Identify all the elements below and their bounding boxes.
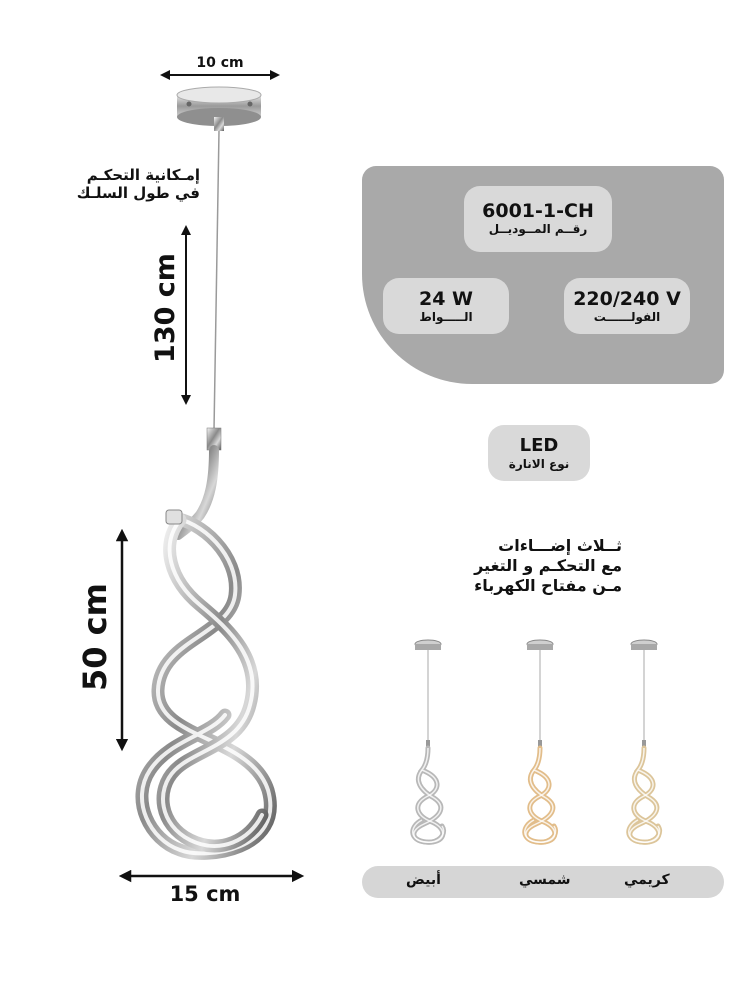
lighting-note-line-3: مـن مفتاح الكهرباء <box>474 576 622 595</box>
light-type-value: LED <box>519 435 559 456</box>
variant-labels-bar <box>362 866 724 898</box>
body-height-label: 50 cm <box>76 583 114 691</box>
volt-pill <box>564 278 690 334</box>
model-value: 6001-1-CH <box>482 200 594 222</box>
variant-label-warm: شمسي <box>519 872 571 888</box>
spiral-lamp-body <box>142 510 270 853</box>
variant-lamps <box>360 630 750 860</box>
watt-pill <box>383 278 509 334</box>
light-type-label: نوع الانارة <box>508 457 570 471</box>
cable-note-line-2: في طول السلـك <box>76 184 200 202</box>
volt-value: 220/240 V <box>573 288 681 310</box>
lighting-modes-note <box>430 536 622 596</box>
top-width-label: 10 cm <box>196 55 244 71</box>
model-label: رقــم المــوديــل <box>488 222 588 236</box>
cable-adjust-note <box>60 166 200 202</box>
lighting-note-line-1: ثــلاث إضـــاءات <box>498 536 622 555</box>
variant-label-cream: كريمي <box>624 872 670 888</box>
variant-lamp-warm <box>525 640 556 842</box>
variant-lamp-white <box>413 640 444 842</box>
cable-note-line-1: إمـكانية التحكـم <box>86 166 200 184</box>
variant-lamp-cream <box>629 640 660 842</box>
suspension-cable <box>214 131 219 430</box>
model-pill <box>464 186 612 252</box>
cable-length-label: 130 cm <box>150 253 181 363</box>
lighting-note-line-2: مع التحكـم و التغير <box>474 556 622 575</box>
body-width-label: 15 cm <box>169 882 241 906</box>
product-drawing <box>0 0 360 1000</box>
watt-value: 24 W <box>418 288 473 310</box>
watt-label: الـــــواط <box>419 310 473 324</box>
light-type-pill <box>488 425 590 481</box>
volt-label: الفولــــــت <box>593 310 661 324</box>
spec-panel <box>362 166 724 384</box>
ceiling-canopy <box>177 87 261 131</box>
variant-label-white: أبيض <box>406 872 441 888</box>
